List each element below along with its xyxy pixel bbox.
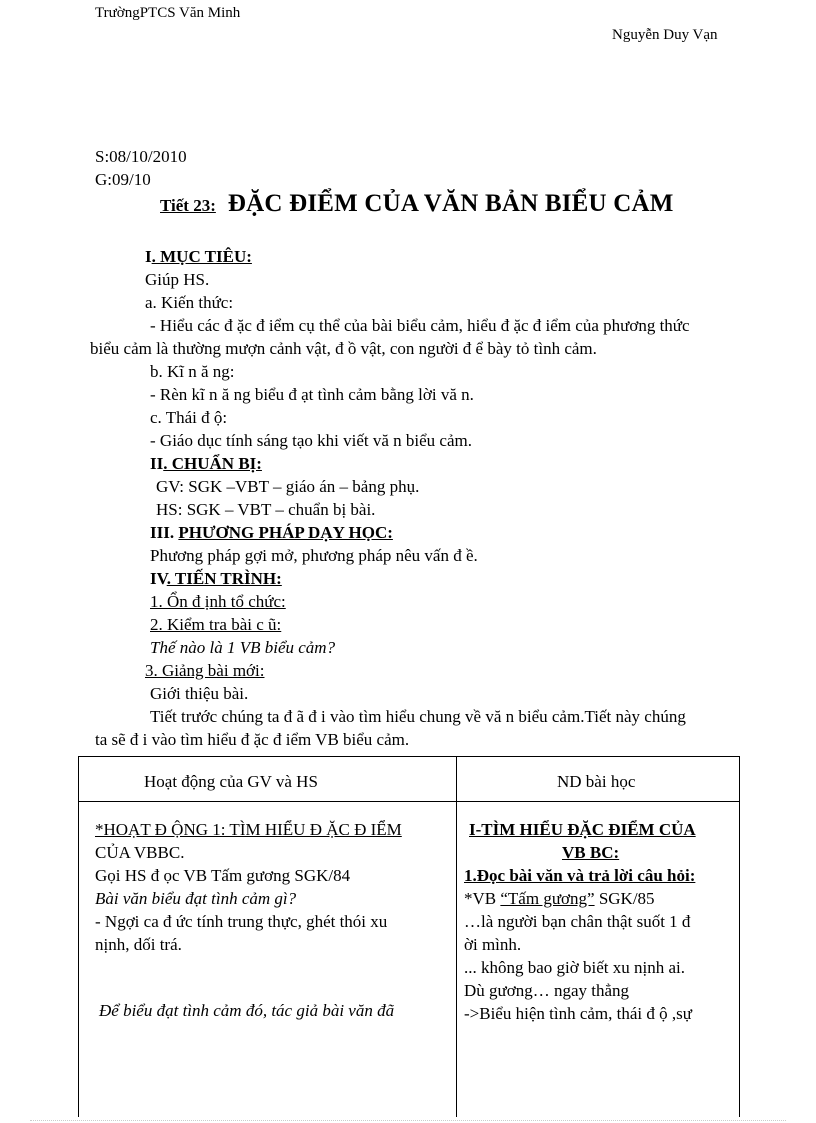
review-question: Thế nào là 1 VB biểu cảm? <box>150 638 336 657</box>
lesson-para-line1: Tiết trước chúng ta đ ã đ i vào tìm hiểu chung về vă n biểu cảm.Tiết này chúng <box>150 707 686 726</box>
content-line1: …là người bạn chân thật suốt 1 đ <box>464 912 691 931</box>
section1-a-label: a. Kiến thức: <box>145 293 234 312</box>
lesson-para-line2: ta sẽ đ i vào tìm hiểu đ ặc đ iểm VB biểu cảm. <box>95 730 410 749</box>
content-heading-line2: VB BC: <box>562 843 620 862</box>
page-bottom-rule <box>30 1120 786 1121</box>
content-subheading: 1.Đọc bài văn và trả lời câu hỏi: <box>464 866 696 885</box>
section1-a-line1: - Hiểu các đ ặc đ iểm cụ thể của bài biểu cảm, hiểu đ ặc đ iểm của phương thức <box>150 316 690 335</box>
page-title <box>160 190 674 218</box>
school-name: TrườngPTCS Văn Minh <box>95 5 241 21</box>
col2-header: ND bài học <box>557 772 636 791</box>
section2-hs: HS: SGK – VBT – chuẩn bị bài. <box>156 500 376 519</box>
step-2: 2. Kiểm tra bài c ũ: <box>150 615 282 634</box>
section1-heading: I. MỤC TIÊU: <box>145 247 252 266</box>
teacher-name: Nguyễn Duy Vạn <box>612 27 718 43</box>
table-header-divider <box>79 801 739 802</box>
content-line3: ... không bao giờ biết xu nịnh ai. <box>464 958 685 977</box>
date-g: G:09/10 <box>95 170 151 189</box>
activity-answer1-line2: nịnh, dối trá. <box>95 935 182 954</box>
section3-heading: III. PHƯƠNG PHÁP DẠY HỌC: <box>150 523 393 542</box>
section1-c-line: - Giáo dục tính sáng tạo khi viết vă n biểu cảm. <box>150 431 472 450</box>
section2-gv: GV: SGK –VBT – giáo án – bảng phụ. <box>156 477 420 496</box>
activity-question1: Bài văn biểu đạt tình cảm gì? <box>95 889 297 908</box>
col1-header: Hoạt động của GV và HS <box>144 772 318 791</box>
section1-b-label: b. Kĩ n ă ng: <box>150 362 235 381</box>
content-heading-line1: I-TÌM HIỂU ĐẶC ĐIỂM CỦA <box>469 820 696 839</box>
activity-answer1-line1: - Ngợi ca đ ức tính trung thực, ghét thói xu <box>95 912 388 931</box>
table-column-divider <box>456 757 457 1117</box>
activity-question2: Để biểu đạt tình cảm đó, tác giả bài văn đã <box>99 1001 395 1020</box>
content-line2: ời mình. <box>464 935 522 954</box>
section4-heading: IV. TIẾN TRÌNH: <box>150 569 282 588</box>
title-main: ĐẶC ĐIỂM CỦA VĂN BẢN BIỂU CẢM <box>227 190 674 217</box>
section3-line: Phương pháp gợi mở, phương pháp nêu vấn đ ề. <box>150 546 478 565</box>
content-line4: Dù gương… ngay thẳng <box>464 981 630 1000</box>
lesson-table <box>78 756 740 1117</box>
section2-heading: II. CHUẨN BỊ: <box>150 454 262 473</box>
date-s: S:08/10/2010 <box>95 147 187 166</box>
activity-call: Gọi HS đ ọc VB Tấm gương SGK/84 <box>95 866 351 885</box>
lesson-intro: Giới thiệu bài. <box>150 684 249 703</box>
step-1: 1. Ổn đ ịnh tổ chức: <box>150 592 286 611</box>
section1-a-line2: biểu cảm là thường mượn cảnh vật, đ ồ vật, con người đ ể bày tỏ tình cảm. <box>90 339 597 358</box>
step-3: 3. Giảng bài mới: <box>145 661 265 680</box>
content-line5: ->Biểu hiện tình cảm, thái đ ộ ,sự <box>464 1004 692 1023</box>
section1-c-label: c. Thái đ ộ: <box>150 408 228 427</box>
activity-heading-line1: *HOẠT Đ ỘNG 1: TÌM HIỂU Đ ẶC Đ IỂM <box>95 820 402 839</box>
title-prefix: Tiết 23: <box>160 196 216 215</box>
activity-heading-line2: CỦA VBBC. <box>95 843 185 862</box>
section1-intro: Giúp HS. <box>145 270 210 289</box>
content-vb-line: *VB “Tấm gương” SGK/85 <box>464 889 655 908</box>
section1-b-line: - Rèn kĩ n ă ng biểu đ ạt tình cảm bằng lời vă n. <box>150 385 474 404</box>
